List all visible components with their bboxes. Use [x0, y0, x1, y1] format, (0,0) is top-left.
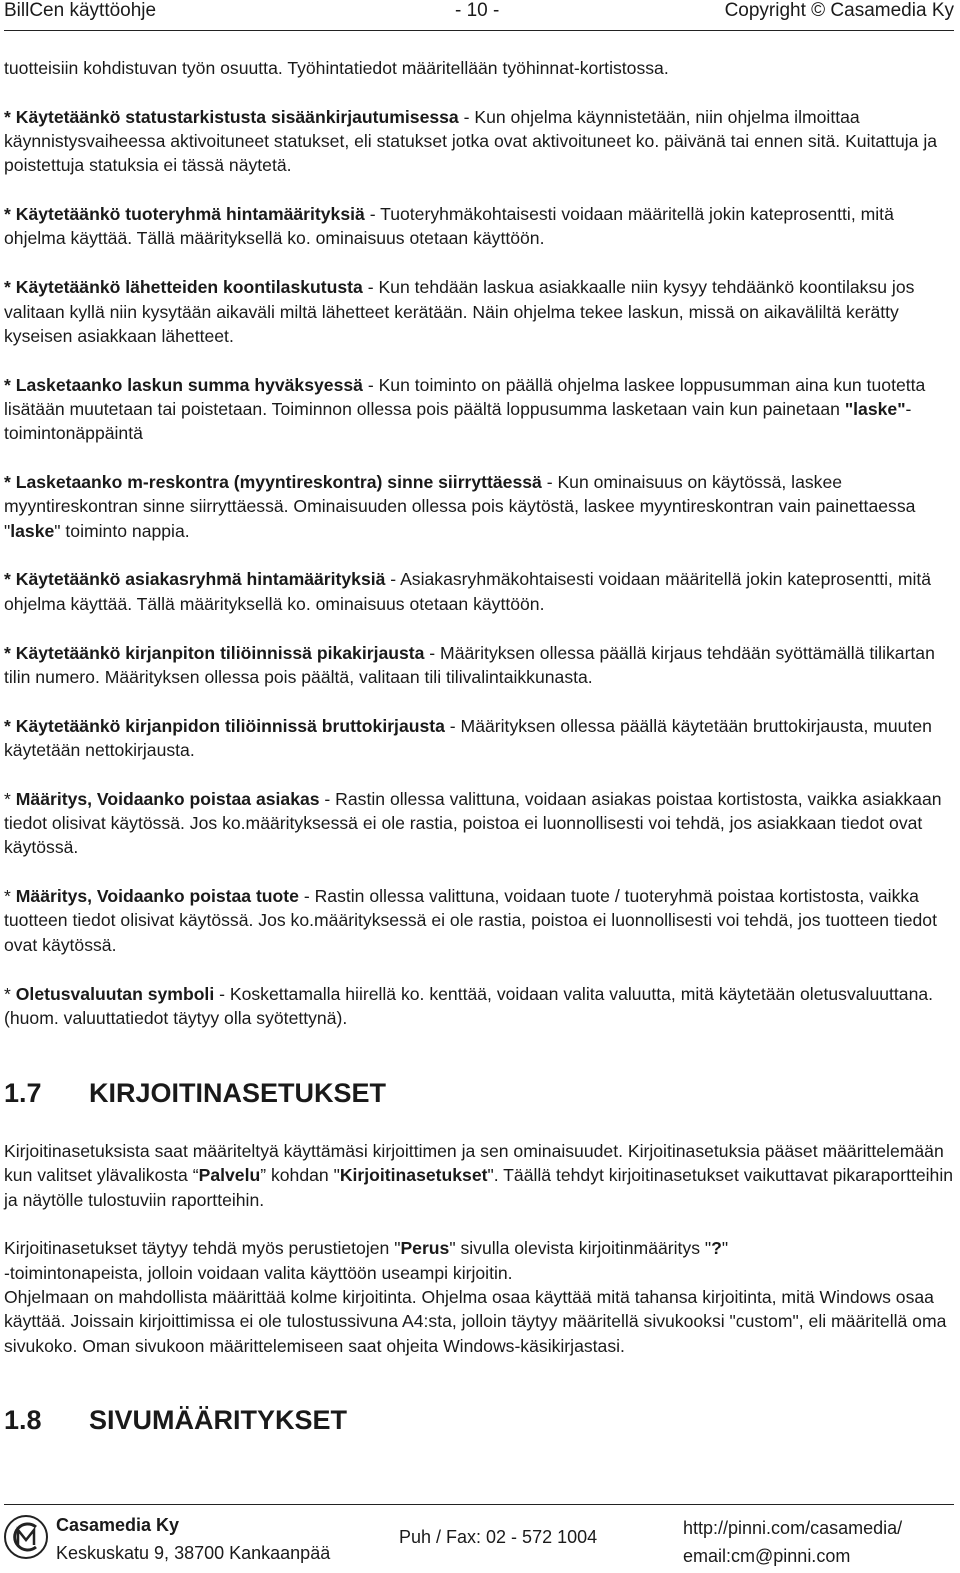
setting-item: * Määritys, Voidaanko poistaa asiakas - Rastin ollessa valittuna, voidaan asiakas poistaa kortistosta, vaikka asiakkaan tiedot olisivat käytössä. Jos ko.määrityksessä ei ole rastia, poistoa ei luonnollisesti voi tehdä, jos asiakkaan tiedot ovat käytössä. — [4, 788, 942, 858]
header-title: BillCen käyttöohje — [4, 0, 157, 21]
printer-paragraph-1: Kirjoitinasetuksista saat määriteltyä käyttämäsi kirjoittimen ja sen ominaisuudet. Kirjoitinasetuksia pääset määrittelemään kun valitset ylävalikosta “Palvelu” kohdan "Kirjoitinasetukset". Täällä tehdyt kirjoitinasetukset vaikuttavat pikaraportteihin ja näytölle tulostuviin raportteihin. — [4, 1141, 954, 1210]
settings-descriptions — [4, 56, 954, 1055]
setting-name: * Käytetäänkö kirjanpiton tiliöinnissä pikakirjausta — [4, 642, 425, 663]
footer-phone: Puh / Fax: 02 - 572 1004 — [399, 1527, 598, 1547]
setting-item: * Oletusvaluutan symboli - Koskettamalla hiirellä ko. kenttää, voidaan valita valuutta, mitä käytetään oletusvaluuttana. (huom. valuuttatiedot täytyy olla syötettynä). — [4, 983, 934, 1028]
page-number: - 10 - — [455, 0, 500, 21]
section-number: 1.8 — [4, 1405, 42, 1435]
setting-item: * Käytetäänkö asiakasryhmä hintamäärityksiä - Asiakasryhmäkohtaisesti voidaan määritellä jokin kateprosentti, mitä ohjelma käyttää. Tällä määrityksellä ko. ominaisuus otetaan käyttöön. — [4, 569, 932, 614]
setting-item: * Käytetäänkö kirjanpidon tiliöinnissä bruttokirjausta - Määrityksen ollessa päällä käytetään bruttokirjausta, muuten käytetään nettokirjausta. — [4, 715, 932, 760]
intro-paragraph: tuotteisiin kohdistuvan työn osuutta. Työhintatiedot määritellään työhinnat-kortistossa. — [4, 58, 669, 78]
footer-url[interactable]: http://pinni.com/casamedia/ — [683, 1518, 903, 1538]
header-copyright: Copyright © Casamedia Ky — [724, 0, 954, 21]
setting-name: * Käytetäänkö kirjanpidon tiliöinnissä bruttokirjausta — [4, 715, 445, 736]
setting-item: * Lasketaanko m-reskontra (myyntireskontra) sinne siirryttäessä - Kun ominaisuus on käytössä, laskee myyntireskontran sinne siirryttäessä. Ominaisuuden ollessa pois käytöstä, laskee myyntireskontran vain painettaessa "laske" toiminto nappia. — [4, 472, 916, 541]
setting-name: * Käytetäänkö tuoteryhmä hintamäärityksiä — [4, 204, 365, 225]
section-title: SIVUMÄÄRITYKSET — [89, 1405, 348, 1435]
section-number: 1.7 — [4, 1078, 42, 1108]
setting-name: * Käytetäänkö statustarkistusta sisäänkirjautumisessa — [4, 106, 459, 127]
setting-name: * Lasketaanko laskun summa hyväksyessä — [4, 374, 363, 395]
page-header — [4, 0, 954, 31]
setting-item: * Käytetäänkö kirjanpiton tiliöinnissä pikakirjausta - Määrityksen ollessa päällä kirjaus tehdään syöttämällä tilikartan tilin numero. Määrityksen ollessa pois päältä, valitaan tili tilivalintaikkunasta. — [4, 642, 935, 687]
page-footer — [4, 1504, 954, 1571]
footer-company: Casamedia Ky — [56, 1515, 180, 1535]
footer-address: Keskuskatu 9, 38700 Kankaanpää — [56, 1543, 331, 1563]
setting-name: Määritys, Voidaanko poistaa tuote — [15, 886, 299, 907]
section-title: KIRJOITINASETUKSET — [89, 1078, 387, 1108]
casamedia-logo-icon — [4, 1515, 48, 1559]
setting-name: * Käytetäänkö asiakasryhmä hintamäärityksiä — [4, 569, 386, 590]
setting-name: * Käytetäänkö lähetteiden koontilaskutusta — [4, 277, 363, 298]
setting-item: * Määritys, Voidaanko poistaa tuote - Rastin ollessa valittuna, voidaan tuote / tuoteryhmä poistaa kortistosta, vaikka tuotteen tiedot olisivat käytössä. Jos ko.määrityksessä ei ole rastia, poistoa ei luonnollisesti voi tehdä, jos tuotteen tiedot ovat käytössä. — [4, 886, 937, 955]
footer-email[interactable]: email:cm@pinni.com — [683, 1546, 851, 1566]
setting-name: Oletusvaluutan symboli — [15, 983, 215, 1004]
setting-item: * Lasketaanko laskun summa hyväksyessä - Kun toiminto on päällä ohjelma laskee loppusumman aina kun tuotetta lisätään muutetaan tai poistetaan. Toiminnon ollessa pois päältä loppusumma lasketaan vain kun painetaan "laske"-toimintonäppäintä — [4, 374, 926, 444]
printer-paragraph-2: Kirjoitinasetukset täytyy tehdä myös perustietojen "Perus" sivulla olevista kirjoitinmääritys "?" -toimintonapeista, jolloin voidaan valita käyttöön useampi kirjoitin. Ohjelmaan on mahdollista määrittää kolme kirjoitinta. Ohjelma osaa käyttää mitä tahansa kirjoitinta, mitä Windows osaa käyttää. Joissain kirjoittimissa ei ole tulostussivuna A4:sta, jolloin täytyy määritellä sivukooksi "custom", eli määritellä oma sivukoko. Oman sivukoon määrittelemiseen saat ohjeita Windows-käsikirjastasi. — [4, 1238, 947, 1356]
printer-settings-text — [4, 1139, 954, 1358]
setting-name: * Lasketaanko m-reskontra (myyntireskontra) sinne siirryttäessä — [4, 472, 542, 493]
setting-item: * Käytetäänkö tuoteryhmä hintamäärityksiä - Tuoteryhmäkohtaisesti voidaan määritellä jokin kateprosentti, mitä ohjelma käyttää. Tällä määrityksellä ko. ominaisuus otetaan käyttöön. — [4, 204, 894, 249]
setting-item: * Käytetäänkö statustarkistusta sisäänkirjautumisessa - Kun ohjelma käynnistetään, niin ohjelma ilmoittaa käynnistysvaiheessa aktivoituneet statukset, eli statukset jotka ovat aktivoituneet ko. päivänä tai ennen sitä. Kuitattuja ja poistettuja statuksia ei tässä näytetä. — [4, 106, 938, 176]
setting-item: * Käytetäänkö lähetteiden koontilaskutusta - Kun tehdään laskua asiakkaalle niin kysyy tehdäänkö koontilaksu jos valitaan kyllä niin kysytään aikaväli miltä lähetteet kerätään. Näin ohjelma tekee laskun, missä on aikaväliltä kerätty kyseisen asiakkaan lähetteet. — [4, 277, 915, 346]
setting-name: Määritys, Voidaanko poistaa asiakas — [15, 788, 320, 809]
